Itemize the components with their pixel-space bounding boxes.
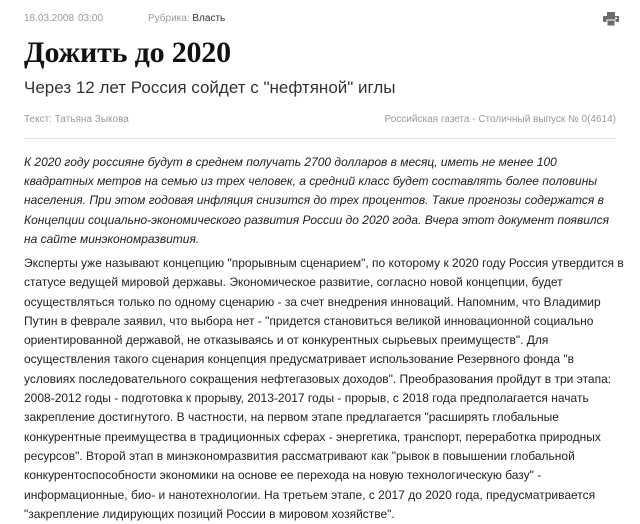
author: Текст: Татьяна Зыкова bbox=[24, 114, 129, 125]
rubric-label: Рубрика: bbox=[148, 13, 190, 24]
byline bbox=[24, 114, 616, 128]
article-lead: К 2020 году россияне будут в среднем получать 2700 долларов в месяц, иметь не менее 100 квадратных метров на семью из трех человек, а средний класс будет составлять более половины населения. При этом годовая инфляция снизится до трех процентов. Такие прогнозы содержатся в Концепции социально-экономического развития России до 2020 года. Вчера этот документ появился на сайте минэкономразвития. bbox=[24, 155, 610, 246]
article-body: Эксперты уже называют концепцию "прорывным сценарием", по которому к 2020 году Россия утвердится в статусе ведущей мировой державы. Экономическое развитие, согласно новой концепции, будет осуществляться только по одному сценарию - за счет внедрения инноваций. Напомним, что Владимир Путин в феврале заявил, что выбора нет - "придется становиться великой инновационной социально ориентированной державой, не отказываясь и от конкурентных сырьевых преимуществ". Для осуществления такого сценария концепция предусматривает использование Резервного фонда "в условиях последовательного сокращения нефтегазовых доходов". Преобразования пройдут в три этапа: 2008-2012 годы - подготовка к прорыву, 2013-2017 годы - прорыв, с 2018 года предполагается начать закрепление достигнутого. В частности, на первом этапе предлагается "расширять глобальные конкурентные преимущества в традиционных сферах - энергетика, транспорт, переработка природных ресурсов". Второй этап в минэкономразвития рассматривают как "рывок в повышении глобальной конкурентоспособности экономики на основе ее перехода на новую технологическую базу" - информационные, био- и нанотехнологии. На третьем этапе, с 2017 до 2020 года, предусматривается "закрепление лидирующих позиций России в мировом хозяйстве". bbox=[24, 256, 624, 521]
article-meta bbox=[24, 11, 620, 27]
article-title: Дожить до 2020 bbox=[24, 36, 231, 69]
publish-time: 03:00 bbox=[78, 13, 104, 24]
source-publication[interactable]: Российская газета - Столичный выпуск № 0(4614) bbox=[384, 114, 616, 125]
rubric-link[interactable]: Власть bbox=[192, 13, 226, 24]
printer-icon[interactable] bbox=[603, 12, 619, 26]
publish-date: 18.03.2008 bbox=[24, 13, 75, 24]
divider bbox=[24, 138, 616, 139]
article-subtitle: Через 12 лет Россия сойдет с "нефтяной" иглы bbox=[24, 78, 396, 97]
rubric bbox=[148, 13, 225, 24]
